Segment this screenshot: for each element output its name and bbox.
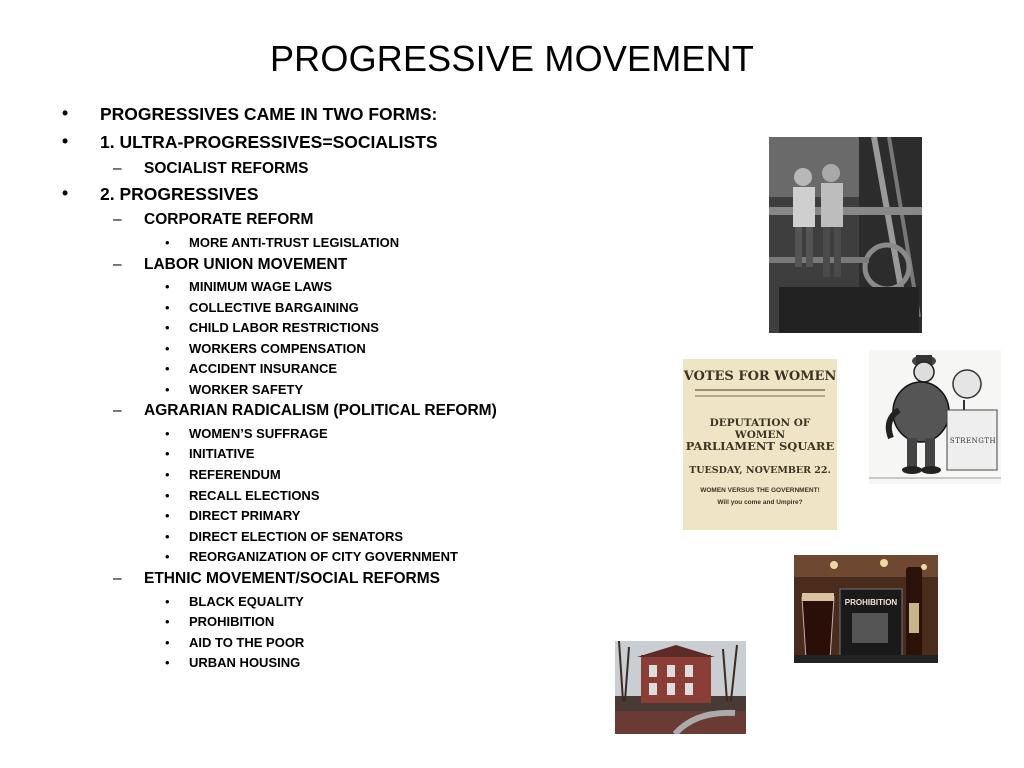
bullet-labor-union: – LABOR UNION MOVEMENT: [113, 256, 348, 273]
bullet-marker: •: [165, 467, 170, 482]
bullet-marker: •: [165, 614, 170, 629]
bullet-marker: •: [165, 594, 170, 609]
bullet-marker: •: [165, 235, 170, 250]
bullet-marker: •: [165, 635, 170, 650]
bullet-progressives: • 2. PROGRESSIVES: [62, 183, 259, 204]
bullet-socialist-reforms: – SOCIALIST REFORMS: [113, 160, 309, 177]
dash-marker: –: [113, 570, 122, 587]
bullet-marker: •: [165, 300, 170, 315]
bullet-agrarian-radicalism: – AGRARIAN RADICALISM (POLITICAL REFORM): [113, 402, 497, 419]
bullet-collective-bargaining: • COLLECTIVE BARGAINING: [165, 300, 359, 315]
bullet-marker: •: [165, 361, 170, 376]
bullet-recall-elections: • RECALL ELECTIONS: [165, 488, 320, 503]
bullet-child-labor: • CHILD LABOR RESTRICTIONS: [165, 320, 379, 335]
bullet-marker: •: [165, 488, 170, 503]
bullet-marker: •: [165, 320, 170, 335]
bullet-direct-primary: • DIRECT PRIMARY: [165, 508, 301, 523]
bullet-marker: •: [165, 446, 170, 461]
bullet-urban-housing: • URBAN HOUSING: [165, 655, 301, 670]
bullet-city-government: • REORGANIZATION OF CITY GOVERNMENT: [165, 549, 458, 564]
bullet-marker: •: [62, 183, 69, 203]
bullet-aid-to-poor: • AID TO THE POOR: [165, 635, 305, 650]
page-title: PROGRESSIVE MOVEMENT: [269, 38, 755, 79]
bullet-minimum-wage: • MINIMUM WAGE LAWS: [165, 279, 332, 294]
dash-marker: –: [113, 160, 122, 177]
bullet-direct-election-senators: • DIRECT ELECTION OF SENATORS: [165, 529, 404, 544]
bullet-marker: •: [165, 508, 170, 523]
bullet-workers-compensation: • WORKERS COMPENSATION: [165, 341, 366, 356]
bullet-womens-suffrage: • WOMEN’S SUFFRAGE: [165, 426, 328, 441]
bullet-ultra-progressives: • 1. ULTRA-PROGRESSIVES=SOCIALISTS: [62, 131, 438, 152]
bullet-referendum: • REFERENDUM: [165, 467, 281, 482]
bullet-marker: •: [62, 131, 69, 151]
bullet-corporate-reform: – CORPORATE REFORM: [113, 211, 314, 228]
bullet-accident-insurance: • ACCIDENT INSURANCE: [165, 361, 338, 376]
bullet-marker: •: [165, 279, 170, 294]
bullet-marker: •: [165, 549, 170, 564]
bullet-initiative: • INITIATIVE: [165, 446, 255, 461]
bullet-ethnic-movement: – ETHNIC MOVEMENT/SOCIAL REFORMS: [113, 570, 440, 587]
bullet-marker: •: [165, 426, 170, 441]
bullet-marker: •: [165, 341, 170, 356]
urban-housing-photo: [615, 641, 746, 734]
bullet-marker: •: [62, 103, 69, 123]
prohibition-beer-photo: PROHIBITION: [794, 555, 938, 663]
bullet-anti-trust: • MORE ANTI-TRUST LEGISLATION: [165, 235, 400, 250]
bullet-marker: •: [165, 529, 170, 544]
votes-for-women-poster: VOTES FOR WOMEN DEPUTATION OF WOMEN PARLIAMENT SQUARE TUESDAY, NOVEMBER 22. WOMEN VERSUS THE GOVERNMENT! Will you come and Umpire?: [683, 359, 837, 530]
bullet-black-equality: • BLACK EQUALITY: [165, 594, 304, 609]
trust-cartoon: STRENGTH: [869, 350, 1001, 484]
bullet-marker: •: [165, 382, 170, 397]
bullet-progressives-two-forms: • PROGRESSIVES CAME IN TWO FORMS:: [62, 103, 438, 124]
dash-marker: –: [113, 402, 122, 419]
child-labor-photo: [769, 137, 922, 333]
bullet-prohibition: • PROHIBITION: [165, 614, 275, 629]
bullet-worker-safety: • WORKER SAFETY: [165, 382, 304, 397]
dash-marker: –: [113, 256, 122, 273]
dash-marker: –: [113, 211, 122, 228]
bullet-marker: •: [165, 655, 170, 670]
